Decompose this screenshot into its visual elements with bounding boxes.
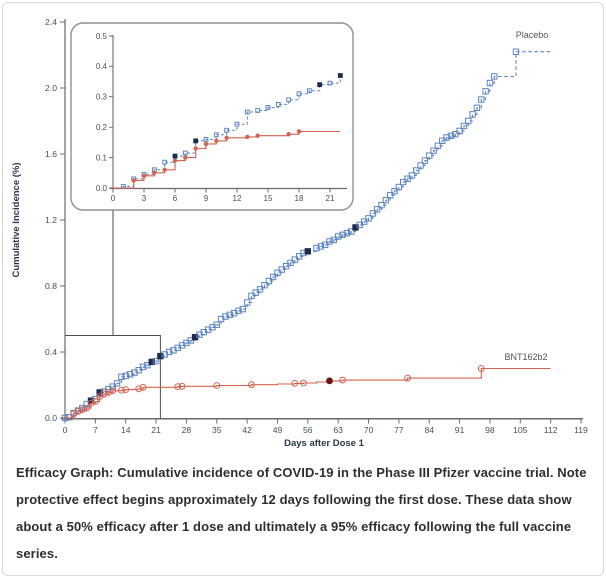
event-marker: [256, 134, 259, 137]
y-tick-label: 2.0: [45, 83, 57, 93]
x-tick-label: 49: [272, 425, 283, 435]
x-axis-title: Days after Dose 1: [284, 438, 364, 449]
event-marker: [246, 135, 249, 138]
x-tick-label: 98: [485, 425, 495, 435]
inset-x-tick-label: 15: [263, 194, 273, 203]
inset-x-tick-label: 0: [110, 194, 116, 203]
event-marker: [225, 136, 228, 139]
y-tick-label: 2.4: [45, 17, 57, 27]
event-marker: [163, 168, 166, 171]
event-marker: [194, 147, 197, 150]
x-tick-label: 35: [211, 425, 222, 435]
event-marker-dark: [194, 139, 198, 143]
x-tick-label: 105: [513, 425, 528, 435]
x-tick-label: 70: [363, 425, 374, 435]
x-tick-label: 91: [454, 425, 465, 435]
inset-x-tick-label: 3: [141, 194, 147, 203]
y-tick-label: 0.0: [45, 413, 57, 423]
inset-y-tick-label: 0.0: [95, 183, 107, 193]
event-marker: [132, 179, 135, 182]
bnt162b2-series: [65, 366, 551, 418]
screenshot-frame: [2, 2, 604, 576]
event-marker-dark: [173, 154, 177, 158]
inset-x-tick-label: 6: [172, 194, 178, 203]
x-tick-label: 84: [424, 425, 435, 435]
inset-x-tick-label: 9: [203, 194, 209, 203]
x-tick-label: 21: [151, 425, 161, 435]
x-tick-label: 28: [181, 425, 192, 435]
event-marker-dark: [327, 378, 333, 384]
caption-line: Efficacy Graph: Cumulative incidence of COVID-19 in the Phase III Pfizer vaccine trial. Note: [16, 465, 587, 480]
inset-y-tick-label: 0.1: [95, 153, 107, 163]
y-tick-label: 1.2: [45, 215, 57, 225]
event-marker-dark: [318, 83, 322, 87]
x-tick-label: 14: [120, 425, 131, 435]
inset-x-tick-label: 12: [232, 194, 242, 203]
y-axis-title: Cumulative Incidence (%): [11, 162, 22, 278]
event-marker: [297, 130, 300, 133]
event-marker-dark: [305, 249, 310, 254]
x-tick-label: 0: [62, 425, 68, 435]
x-tick-label: 112: [543, 425, 558, 435]
inset-x-tick-label: 21: [325, 194, 335, 203]
y-tick-label: 0.8: [45, 281, 57, 291]
event-marker: [153, 171, 156, 174]
inset-y-tick-label: 0.3: [95, 92, 107, 102]
x-tick-label: 42: [242, 425, 252, 435]
bnt162b2-label: BNT162b2: [504, 352, 548, 362]
caption-line: protective effect begins approximately 12 days following the first dose. These data show: [16, 492, 572, 507]
x-tick-label: 119: [574, 425, 588, 435]
efficacy-chart: [3, 3, 604, 453]
inset-x-tick-label: 18: [294, 194, 304, 203]
event-marker: [215, 139, 218, 142]
inset-y-tick-label: 0.4: [95, 62, 107, 72]
caption: [3, 453, 603, 567]
caption-line: about a 50% efficacy after 1 dose and ultimately a 95% efficacy following the full vaccine: [16, 519, 572, 534]
event-marker: [173, 159, 176, 162]
event-marker: [142, 174, 145, 177]
inset-y-tick-label: 0.2: [95, 123, 107, 132]
event-marker: [287, 132, 290, 135]
x-tick-label: 63: [333, 425, 343, 435]
x-tick-label: 7: [92, 425, 98, 435]
chart-area: [3, 3, 604, 453]
event-marker-dark: [338, 74, 342, 78]
y-tick-label: 1.6: [45, 149, 57, 159]
inset-panel: [71, 23, 353, 210]
caption-line: series.: [16, 546, 58, 561]
event-marker: [204, 142, 207, 145]
inset-y-tick-label: 0.5: [95, 31, 107, 41]
x-tick-label: 56: [303, 425, 313, 435]
x-tick-label: 77: [394, 425, 404, 435]
y-tick-label: 0.4: [45, 347, 57, 357]
series-line: [65, 369, 551, 419]
event-marker: [184, 156, 187, 159]
placebo-label: Placebo: [515, 30, 549, 40]
